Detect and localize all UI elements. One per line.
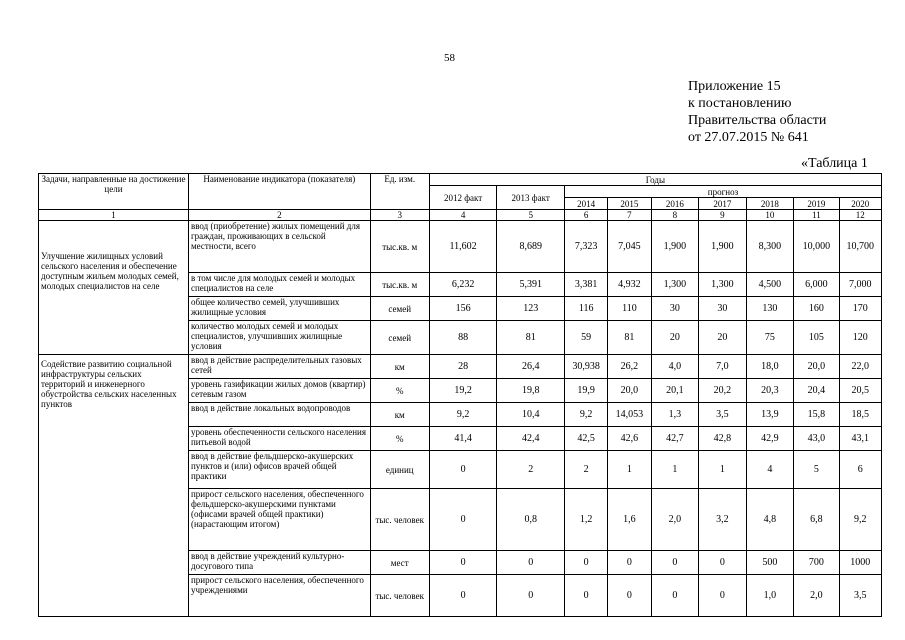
value-cell: 75 xyxy=(746,321,794,355)
appendix-line: к постановлению xyxy=(688,96,792,111)
value-cell: 2 xyxy=(564,451,607,489)
value-cell: 1,900 xyxy=(699,221,747,273)
value-cell: 0 xyxy=(497,575,565,617)
appendix-header xyxy=(688,78,826,146)
column-number: 3 xyxy=(370,210,429,221)
header-year: 2015 xyxy=(608,198,651,210)
task-cell: Содействие развитию социальной инфраструктуры сельских территорий и инженерного обустройства сельских населенных пунктов xyxy=(39,355,189,617)
header-unit: Ед. изм. xyxy=(370,174,429,210)
value-cell: 0,8 xyxy=(497,489,565,551)
unit-cell: тыс. человек xyxy=(370,575,429,617)
value-cell: 1,2 xyxy=(564,489,607,551)
value-cell: 13,9 xyxy=(746,403,794,427)
value-cell: 20 xyxy=(699,321,747,355)
value-cell: 7,045 xyxy=(608,221,651,273)
value-cell: 18,5 xyxy=(839,403,881,427)
indicator-cell: уровень газификации жилых домов (квартир) сетевым газом xyxy=(188,379,370,403)
unit-cell: тыс. человек xyxy=(370,489,429,551)
value-cell: 6,8 xyxy=(794,489,839,551)
header-year: 2017 xyxy=(699,198,747,210)
value-cell: 7,000 xyxy=(839,273,881,297)
page-number: 58 xyxy=(444,52,455,64)
table-row xyxy=(39,221,882,273)
value-cell: 18,0 xyxy=(746,355,794,379)
value-cell: 20,4 xyxy=(794,379,839,403)
value-cell: 2,0 xyxy=(651,489,699,551)
value-cell: 1000 xyxy=(839,551,881,575)
value-cell: 20,0 xyxy=(608,379,651,403)
value-cell: 7,323 xyxy=(564,221,607,273)
value-cell: 2,0 xyxy=(794,575,839,617)
value-cell: 10,000 xyxy=(794,221,839,273)
unit-cell: семей xyxy=(370,297,429,321)
indicators-table xyxy=(38,173,882,617)
appendix-line: Приложение 15 xyxy=(688,79,781,94)
value-cell: 0 xyxy=(429,575,497,617)
value-cell: 19,8 xyxy=(497,379,565,403)
value-cell: 1 xyxy=(651,451,699,489)
indicator-cell: общее количество семей, улучшивших жилищные условия xyxy=(188,297,370,321)
value-cell: 9,2 xyxy=(429,403,497,427)
value-cell: 120 xyxy=(839,321,881,355)
value-cell: 20,3 xyxy=(746,379,794,403)
value-cell: 6 xyxy=(839,451,881,489)
value-cell: 1,0 xyxy=(746,575,794,617)
value-cell: 4,0 xyxy=(651,355,699,379)
value-cell: 28 xyxy=(429,355,497,379)
value-cell: 88 xyxy=(429,321,497,355)
value-cell: 42,4 xyxy=(497,427,565,451)
unit-cell: тыс.кв. м xyxy=(370,221,429,273)
value-cell: 116 xyxy=(564,297,607,321)
unit-cell: единиц xyxy=(370,451,429,489)
unit-cell: % xyxy=(370,379,429,403)
value-cell: 3,5 xyxy=(699,403,747,427)
value-cell: 105 xyxy=(794,321,839,355)
column-number: 8 xyxy=(651,210,699,221)
value-cell: 20 xyxy=(651,321,699,355)
unit-cell: тыс.кв. м xyxy=(370,273,429,297)
value-cell: 156 xyxy=(429,297,497,321)
value-cell: 43,1 xyxy=(839,427,881,451)
value-cell: 5 xyxy=(794,451,839,489)
header-tasks: Задачи, направленные на достижение цели xyxy=(39,174,189,210)
value-cell: 15,8 xyxy=(794,403,839,427)
value-cell: 26,2 xyxy=(608,355,651,379)
value-cell: 6,232 xyxy=(429,273,497,297)
header-year: 2020 xyxy=(839,198,881,210)
column-number: 2 xyxy=(188,210,370,221)
value-cell: 8,689 xyxy=(497,221,565,273)
indicator-cell: ввод (приобретение) жилых помещений для граждан, проживающих в сельской местности, всего xyxy=(188,221,370,273)
value-cell: 1,3 xyxy=(651,403,699,427)
header-year: 2014 xyxy=(564,198,607,210)
indicator-cell: уровень обеспеченности сельского населения питьевой водой xyxy=(188,427,370,451)
header-indicator: Наименование индикатора (показателя) xyxy=(188,174,370,210)
value-cell: 42,8 xyxy=(699,427,747,451)
indicator-cell: в том числе для молодых семей и молодых специалистов на селе xyxy=(188,273,370,297)
unit-cell: км xyxy=(370,403,429,427)
value-cell: 1,300 xyxy=(699,273,747,297)
value-cell: 0 xyxy=(699,551,747,575)
value-cell: 0 xyxy=(699,575,747,617)
value-cell: 14,053 xyxy=(608,403,651,427)
value-cell: 160 xyxy=(794,297,839,321)
indicator-cell: прирост сельского населения, обеспеченного фельдшерско-акушерскими пунктами (офисами врачей общей практики) (нарастающим итогом) xyxy=(188,489,370,551)
unit-cell: семей xyxy=(370,321,429,355)
value-cell: 5,391 xyxy=(497,273,565,297)
unit-cell: км xyxy=(370,355,429,379)
value-cell: 26,4 xyxy=(497,355,565,379)
indicator-cell: ввод в действие локальных водопроводов xyxy=(188,403,370,427)
value-cell: 130 xyxy=(746,297,794,321)
value-cell: 1,300 xyxy=(651,273,699,297)
appendix-line: Правительства области xyxy=(688,113,827,128)
value-cell: 30 xyxy=(651,297,699,321)
value-cell: 700 xyxy=(794,551,839,575)
column-number: 6 xyxy=(564,210,607,221)
unit-cell: % xyxy=(370,427,429,451)
value-cell: 0 xyxy=(564,551,607,575)
value-cell: 30 xyxy=(699,297,747,321)
value-cell: 0 xyxy=(429,489,497,551)
value-cell: 20,2 xyxy=(699,379,747,403)
header-2013-fact: 2013 факт xyxy=(497,186,565,210)
value-cell: 59 xyxy=(564,321,607,355)
header-year: 2019 xyxy=(794,198,839,210)
value-cell: 0 xyxy=(497,551,565,575)
value-cell: 42,7 xyxy=(651,427,699,451)
value-cell: 1 xyxy=(699,451,747,489)
value-cell: 0 xyxy=(564,575,607,617)
value-cell: 10,4 xyxy=(497,403,565,427)
value-cell: 42,6 xyxy=(608,427,651,451)
value-cell: 10,700 xyxy=(839,221,881,273)
value-cell: 42,5 xyxy=(564,427,607,451)
value-cell: 8,300 xyxy=(746,221,794,273)
value-cell: 4,8 xyxy=(746,489,794,551)
value-cell: 0 xyxy=(429,551,497,575)
value-cell: 81 xyxy=(608,321,651,355)
value-cell: 4 xyxy=(746,451,794,489)
value-cell: 43,0 xyxy=(794,427,839,451)
value-cell: 30,938 xyxy=(564,355,607,379)
indicator-cell: ввод в действие фельдшерско-акушерских пунктов и (или) офисов врачей общей практики xyxy=(188,451,370,489)
column-number: 9 xyxy=(699,210,747,221)
value-cell: 1 xyxy=(608,451,651,489)
value-cell: 500 xyxy=(746,551,794,575)
value-cell: 110 xyxy=(608,297,651,321)
value-cell: 0 xyxy=(608,551,651,575)
value-cell: 9,2 xyxy=(564,403,607,427)
value-cell: 22,0 xyxy=(839,355,881,379)
indicator-cell: ввод в действие учреждений культурно-досугового типа xyxy=(188,551,370,575)
value-cell: 1,900 xyxy=(651,221,699,273)
header-years: Годы xyxy=(429,174,881,186)
value-cell: 0 xyxy=(608,575,651,617)
value-cell: 1,6 xyxy=(608,489,651,551)
unit-cell: мест xyxy=(370,551,429,575)
appendix-line: от 27.07.2015 № 641 xyxy=(688,130,809,145)
value-cell: 170 xyxy=(839,297,881,321)
column-number: 10 xyxy=(746,210,794,221)
value-cell: 20,5 xyxy=(839,379,881,403)
value-cell: 3,2 xyxy=(699,489,747,551)
indicator-cell: ввод в действие распределительных газовых сетей xyxy=(188,355,370,379)
header-forecast: прогноз xyxy=(564,186,881,198)
value-cell: 11,602 xyxy=(429,221,497,273)
column-number: 12 xyxy=(839,210,881,221)
table-row xyxy=(39,355,882,379)
value-cell: 0 xyxy=(429,451,497,489)
value-cell: 42,9 xyxy=(746,427,794,451)
column-number: 7 xyxy=(608,210,651,221)
value-cell: 19,2 xyxy=(429,379,497,403)
header-year: 2018 xyxy=(746,198,794,210)
value-cell: 2 xyxy=(497,451,565,489)
column-number: 1 xyxy=(39,210,189,221)
value-cell: 9,2 xyxy=(839,489,881,551)
column-number: 4 xyxy=(429,210,497,221)
value-cell: 6,000 xyxy=(794,273,839,297)
value-cell: 7,0 xyxy=(699,355,747,379)
value-cell: 81 xyxy=(497,321,565,355)
column-number: 5 xyxy=(497,210,565,221)
value-cell: 3,381 xyxy=(564,273,607,297)
value-cell: 4,932 xyxy=(608,273,651,297)
value-cell: 0 xyxy=(651,551,699,575)
header-2012-fact: 2012 факт xyxy=(429,186,497,210)
value-cell: 123 xyxy=(497,297,565,321)
task-cell: Улучшение жилищных условий сельского населения и обеспечение доступным жильем молодых семей, молодых специалистов на селе xyxy=(39,221,189,355)
header-year: 2016 xyxy=(651,198,699,210)
value-cell: 0 xyxy=(651,575,699,617)
value-cell: 3,5 xyxy=(839,575,881,617)
value-cell: 41,4 xyxy=(429,427,497,451)
value-cell: 20,1 xyxy=(651,379,699,403)
indicator-cell: прирост сельского населения, обеспеченного учреждениями xyxy=(188,575,370,617)
column-number: 11 xyxy=(794,210,839,221)
value-cell: 20,0 xyxy=(794,355,839,379)
indicator-cell: количество молодых семей и молодых специалистов, улучшивших жилищные условия xyxy=(188,321,370,355)
table-title: «Таблица 1 xyxy=(801,156,868,171)
value-cell: 19,9 xyxy=(564,379,607,403)
value-cell: 4,500 xyxy=(746,273,794,297)
